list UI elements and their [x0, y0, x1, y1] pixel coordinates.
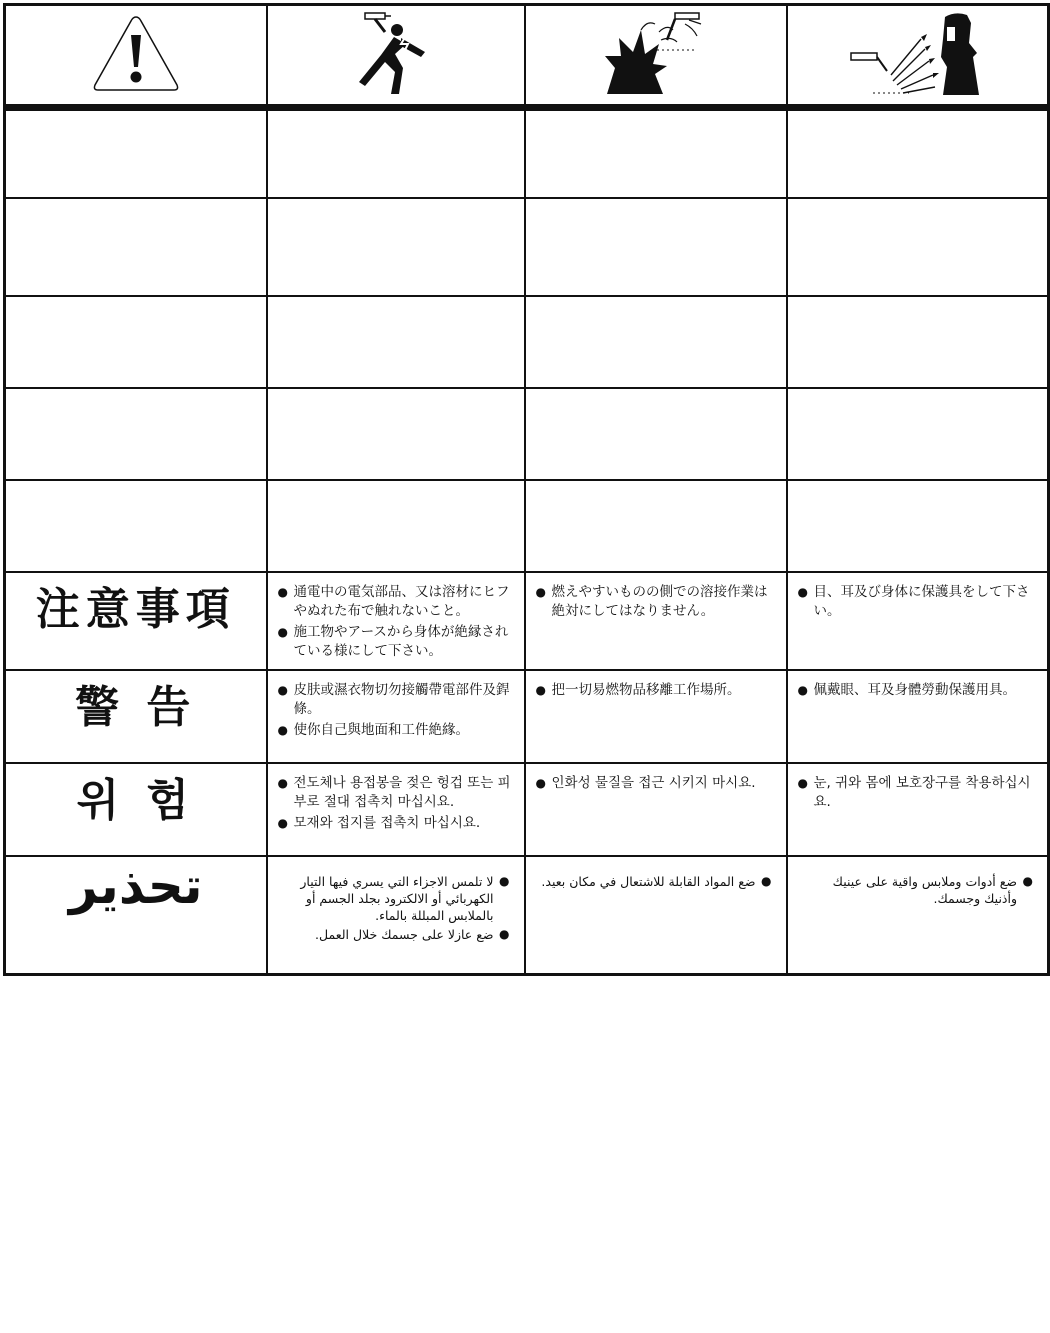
explosion-fire-icon — [601, 10, 711, 96]
header-cell-general — [5, 5, 267, 108]
blank-row — [5, 108, 1049, 199]
warning-item: ● لا تلمس الاجزاء التي يسري فيها التيار الكهربائي أو الالكترود بجلد الجسم أو بالملابس المبللة بالماء. — [298, 873, 510, 924]
electric-shock-icon — [351, 10, 441, 96]
language-label-cell — [5, 670, 267, 763]
warning-item: ● ضع المواد القابلة للاشتعال في مكان بعيد. — [540, 873, 772, 890]
shock-warning-cell — [267, 763, 525, 856]
warning-item: ● 通電中の電気部品、又は溶材にヒフやぬれた布で触れないこと。 — [278, 583, 514, 621]
fire-warning-cell — [525, 856, 787, 975]
blank-row — [5, 480, 1049, 572]
warning-item: ● ضع أدوات وملابس واقية على عينيك وأذنيك وجسمك. — [802, 873, 1034, 907]
blank-row — [5, 296, 1049, 388]
warning-row-japanese — [5, 572, 1049, 670]
warning-triangle-icon — [91, 13, 181, 93]
shock-warning-cell — [267, 572, 525, 670]
fire-warning-cell — [525, 572, 787, 670]
fire-warning-cell — [525, 670, 787, 763]
warning-row-korean — [5, 763, 1049, 856]
rays-warning-cell — [787, 572, 1049, 670]
rays-warning-cell — [787, 763, 1049, 856]
shock-warning-cell — [267, 670, 525, 763]
warning-item: ● 전도체나 용접봉을 젖은 헝겁 또는 피부로 절대 접촉치 마십시요. — [278, 774, 514, 812]
shock-warning-cell — [267, 856, 525, 975]
warning-item: ● 把一切易燃物品移離工作場所。 — [536, 681, 776, 700]
header-cell-fire — [525, 5, 787, 108]
icon-header-row — [5, 5, 1049, 108]
rays-warning-cell — [787, 670, 1049, 763]
warning-item: ● 皮肤或濕衣物切勿接觸帶電部件及銲條。 — [278, 681, 514, 719]
language-label: تحذير — [68, 857, 203, 915]
blank-row — [5, 198, 1049, 296]
warning-item: ● 모재와 접지를 접촉치 마십시요. — [278, 814, 514, 833]
language-label-cell — [5, 572, 267, 670]
language-label-cell — [5, 763, 267, 856]
warning-item: ● 施工物やアースから身体が絶縁されている様にして下さい。 — [278, 623, 514, 661]
header-cell-shock — [267, 5, 525, 108]
header-cell-rays — [787, 5, 1049, 108]
blank-row — [5, 388, 1049, 480]
arc-rays-helmet-icon — [847, 9, 987, 97]
warning-item: ● 눈, 귀와 몸에 보호장구를 착용하십시요. — [798, 774, 1038, 812]
language-label: 警 告 — [75, 682, 197, 733]
language-label: 注意事項 — [35, 584, 236, 635]
language-label: 위 험 — [76, 775, 195, 826]
fire-warning-cell — [525, 763, 787, 856]
rays-warning-cell — [787, 856, 1049, 975]
language-label-cell — [5, 856, 267, 975]
warning-item: ● 燃えやすいものの側での溶接作業は絶対にしてはなりません。 — [536, 583, 776, 621]
warning-item: ● ضع عازلا على جسمك خلال العمل. — [298, 926, 510, 943]
warning-item: ● 인화성 물질을 접근 시키지 마시요. — [536, 774, 776, 793]
multilingual-warning-table — [3, 3, 1050, 976]
safety-warning-sheet — [3, 3, 1047, 976]
warning-row-chinese — [5, 670, 1049, 763]
warning-item: ● 使你自己與地面和工件絶緣。 — [278, 721, 514, 740]
warning-row-arabic — [5, 856, 1049, 975]
warning-item: ● 目、耳及び身体に保護具をして下さい。 — [798, 583, 1038, 621]
warning-item: ● 佩戴眼、耳及身體勞動保護用具。 — [798, 681, 1038, 700]
